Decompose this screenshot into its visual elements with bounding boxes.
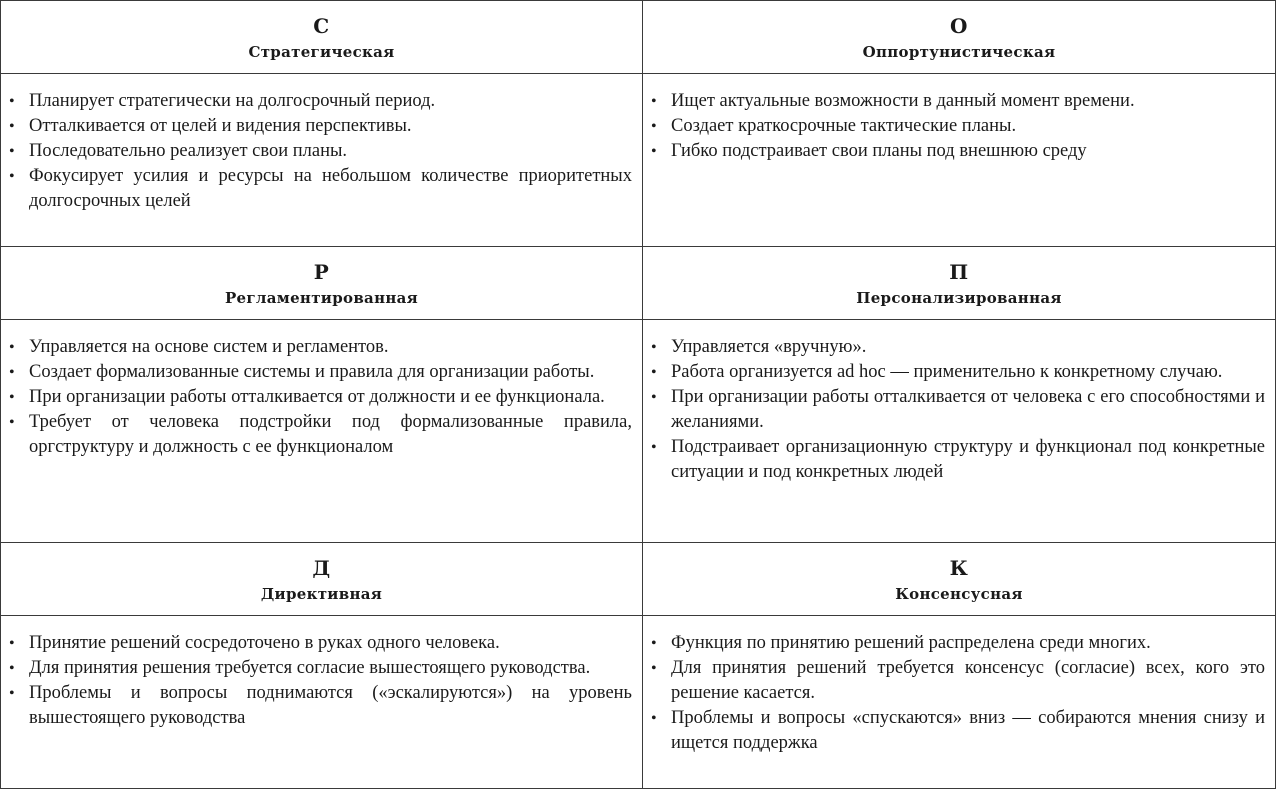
- header-cell-directive: [1, 543, 643, 616]
- list-item: [651, 89, 1265, 114]
- header-row-3: [1, 543, 1276, 616]
- list-item-text: Планирует стратегически на долгосрочный период.: [29, 91, 436, 111]
- list-item: [9, 114, 632, 139]
- header-cell-regulated: [1, 247, 643, 320]
- list-item-text: Ищет актуальные возможности в данный момент времени.: [671, 91, 1135, 111]
- bullet-icon: •: [651, 118, 657, 135]
- list-item-text: Требует от человека подстройки под формализованные правила, оргструктуру и должность с ее функционалом: [29, 412, 632, 457]
- header-cell-personalized: [643, 247, 1276, 320]
- list-item-text: Отталкивается от целей и видения перспективы.: [29, 116, 412, 136]
- header-title: Директивная: [260, 585, 383, 603]
- list-item: [651, 335, 1265, 360]
- list-item: [651, 139, 1265, 164]
- bullet-icon: •: [9, 339, 15, 356]
- body-row-3: [1, 616, 1276, 789]
- header-letter: П: [949, 260, 969, 284]
- list-item-text: Проблемы и вопросы «спускаются» вниз — собираются мнения снизу и ищется поддержка: [671, 708, 1265, 753]
- list-item: [9, 410, 632, 460]
- list-item-text: Для принятия решения требуется согласие вышестоящего руководства.: [29, 658, 591, 678]
- list-item-text: Фокусирует усилия и ресурсы на небольшом количестве приоритетных долгосрочных целей: [29, 166, 632, 211]
- bullet-icon: •: [9, 414, 15, 431]
- header-title: Стратегическая: [248, 43, 395, 61]
- bullet-icon: •: [651, 339, 657, 356]
- header-letter: С: [313, 14, 330, 38]
- list-item-text: Подстраивает организационную структуру и функционал под конкретные ситуации и под конкретных людей: [671, 437, 1265, 482]
- bullet-list: [643, 320, 1275, 485]
- list-item: [9, 360, 632, 385]
- bullet-icon: •: [9, 635, 15, 652]
- body-cell-personalized: [643, 320, 1276, 543]
- list-item: [9, 335, 632, 360]
- bullet-icon: •: [651, 364, 657, 381]
- bullet-icon: •: [9, 168, 15, 185]
- body-cell-directive: [1, 616, 643, 789]
- bullet-icon: •: [651, 660, 657, 677]
- list-item-text: Для принятия решений требуется консенсус (согласие) всех, кого это решение касается.: [671, 658, 1265, 703]
- header-letter: Д: [312, 556, 331, 580]
- bullet-icon: •: [651, 439, 657, 456]
- bullet-list: [1, 616, 642, 731]
- list-item: [9, 139, 632, 164]
- list-item-text: Управляется на основе систем и регламентов.: [29, 337, 389, 357]
- header-title: Регламентированная: [224, 289, 419, 307]
- bullet-icon: •: [9, 93, 15, 110]
- header-cell-opportunistic: [643, 1, 1276, 74]
- list-item: [651, 360, 1265, 385]
- bullet-icon: •: [651, 143, 657, 160]
- list-item: [651, 656, 1265, 706]
- header-cell-strategic: [1, 1, 643, 74]
- list-item-text: Управляется «вручную».: [671, 337, 867, 357]
- list-item-text: Проблемы и вопросы поднимаются («эскалируются») на уровень вышестоящего руководства: [29, 683, 632, 728]
- bullet-icon: •: [9, 143, 15, 160]
- bullet-icon: •: [651, 389, 657, 406]
- header-title: Персонализированная: [856, 289, 1062, 307]
- header-title: Консенсусная: [895, 585, 1023, 603]
- header-letter: К: [949, 556, 969, 580]
- list-item: [651, 114, 1265, 139]
- list-item-text: Гибко подстраивает свои планы под внешнюю среду: [671, 141, 1087, 161]
- body-row-2: [1, 320, 1276, 543]
- list-item-text: Работа организуется ad hoc — применительно к конкретному случаю.: [671, 362, 1223, 382]
- list-item-text: При организации работы отталкивается от человека с его способностями и желаниями.: [671, 387, 1265, 432]
- header-title: Оппортунистическая: [862, 43, 1056, 61]
- list-item: [9, 656, 632, 681]
- bullet-list: [1, 74, 642, 214]
- list-item: [9, 89, 632, 114]
- list-item-text: Принятие решений сосредоточено в руках одного человека.: [29, 633, 500, 653]
- list-item-text: Последовательно реализует свои планы.: [29, 141, 348, 161]
- list-item: [651, 385, 1265, 435]
- body-cell-opportunistic: [643, 74, 1276, 247]
- body-cell-consensus: [643, 616, 1276, 789]
- list-item: [651, 706, 1265, 756]
- list-item-text: Создает краткосрочные тактические планы.: [671, 116, 1017, 136]
- list-item-text: При организации работы отталкивается от должности и ее функционала.: [29, 387, 605, 407]
- bullet-icon: •: [651, 710, 657, 727]
- header-letter: О: [950, 14, 968, 38]
- bullet-list: [643, 616, 1275, 756]
- bullet-icon: •: [9, 660, 15, 677]
- bullet-list: [1, 320, 642, 460]
- list-item: [651, 435, 1265, 485]
- bullet-icon: •: [651, 93, 657, 110]
- header-row-2: [1, 247, 1276, 320]
- list-item-text: Создает формализованные системы и правила для организации работы.: [29, 362, 595, 382]
- bullet-icon: •: [651, 635, 657, 652]
- list-item: [9, 631, 632, 656]
- list-item: [9, 385, 632, 410]
- header-row-1: [1, 1, 1276, 74]
- list-item: [651, 631, 1265, 656]
- list-item: [9, 681, 632, 731]
- list-item-text: Функция по принятию решений распределена среди многих.: [671, 633, 1151, 653]
- list-item: [9, 164, 632, 214]
- header-letter: Р: [313, 260, 330, 284]
- bullet-icon: •: [9, 685, 15, 702]
- bullet-list: [643, 74, 1275, 164]
- bullet-icon: •: [9, 364, 15, 381]
- bullet-icon: •: [9, 118, 15, 135]
- body-row-1: [1, 74, 1276, 247]
- body-cell-strategic: [1, 74, 643, 247]
- header-cell-consensus: [643, 543, 1276, 616]
- bullet-icon: •: [9, 389, 15, 406]
- body-cell-regulated: [1, 320, 643, 543]
